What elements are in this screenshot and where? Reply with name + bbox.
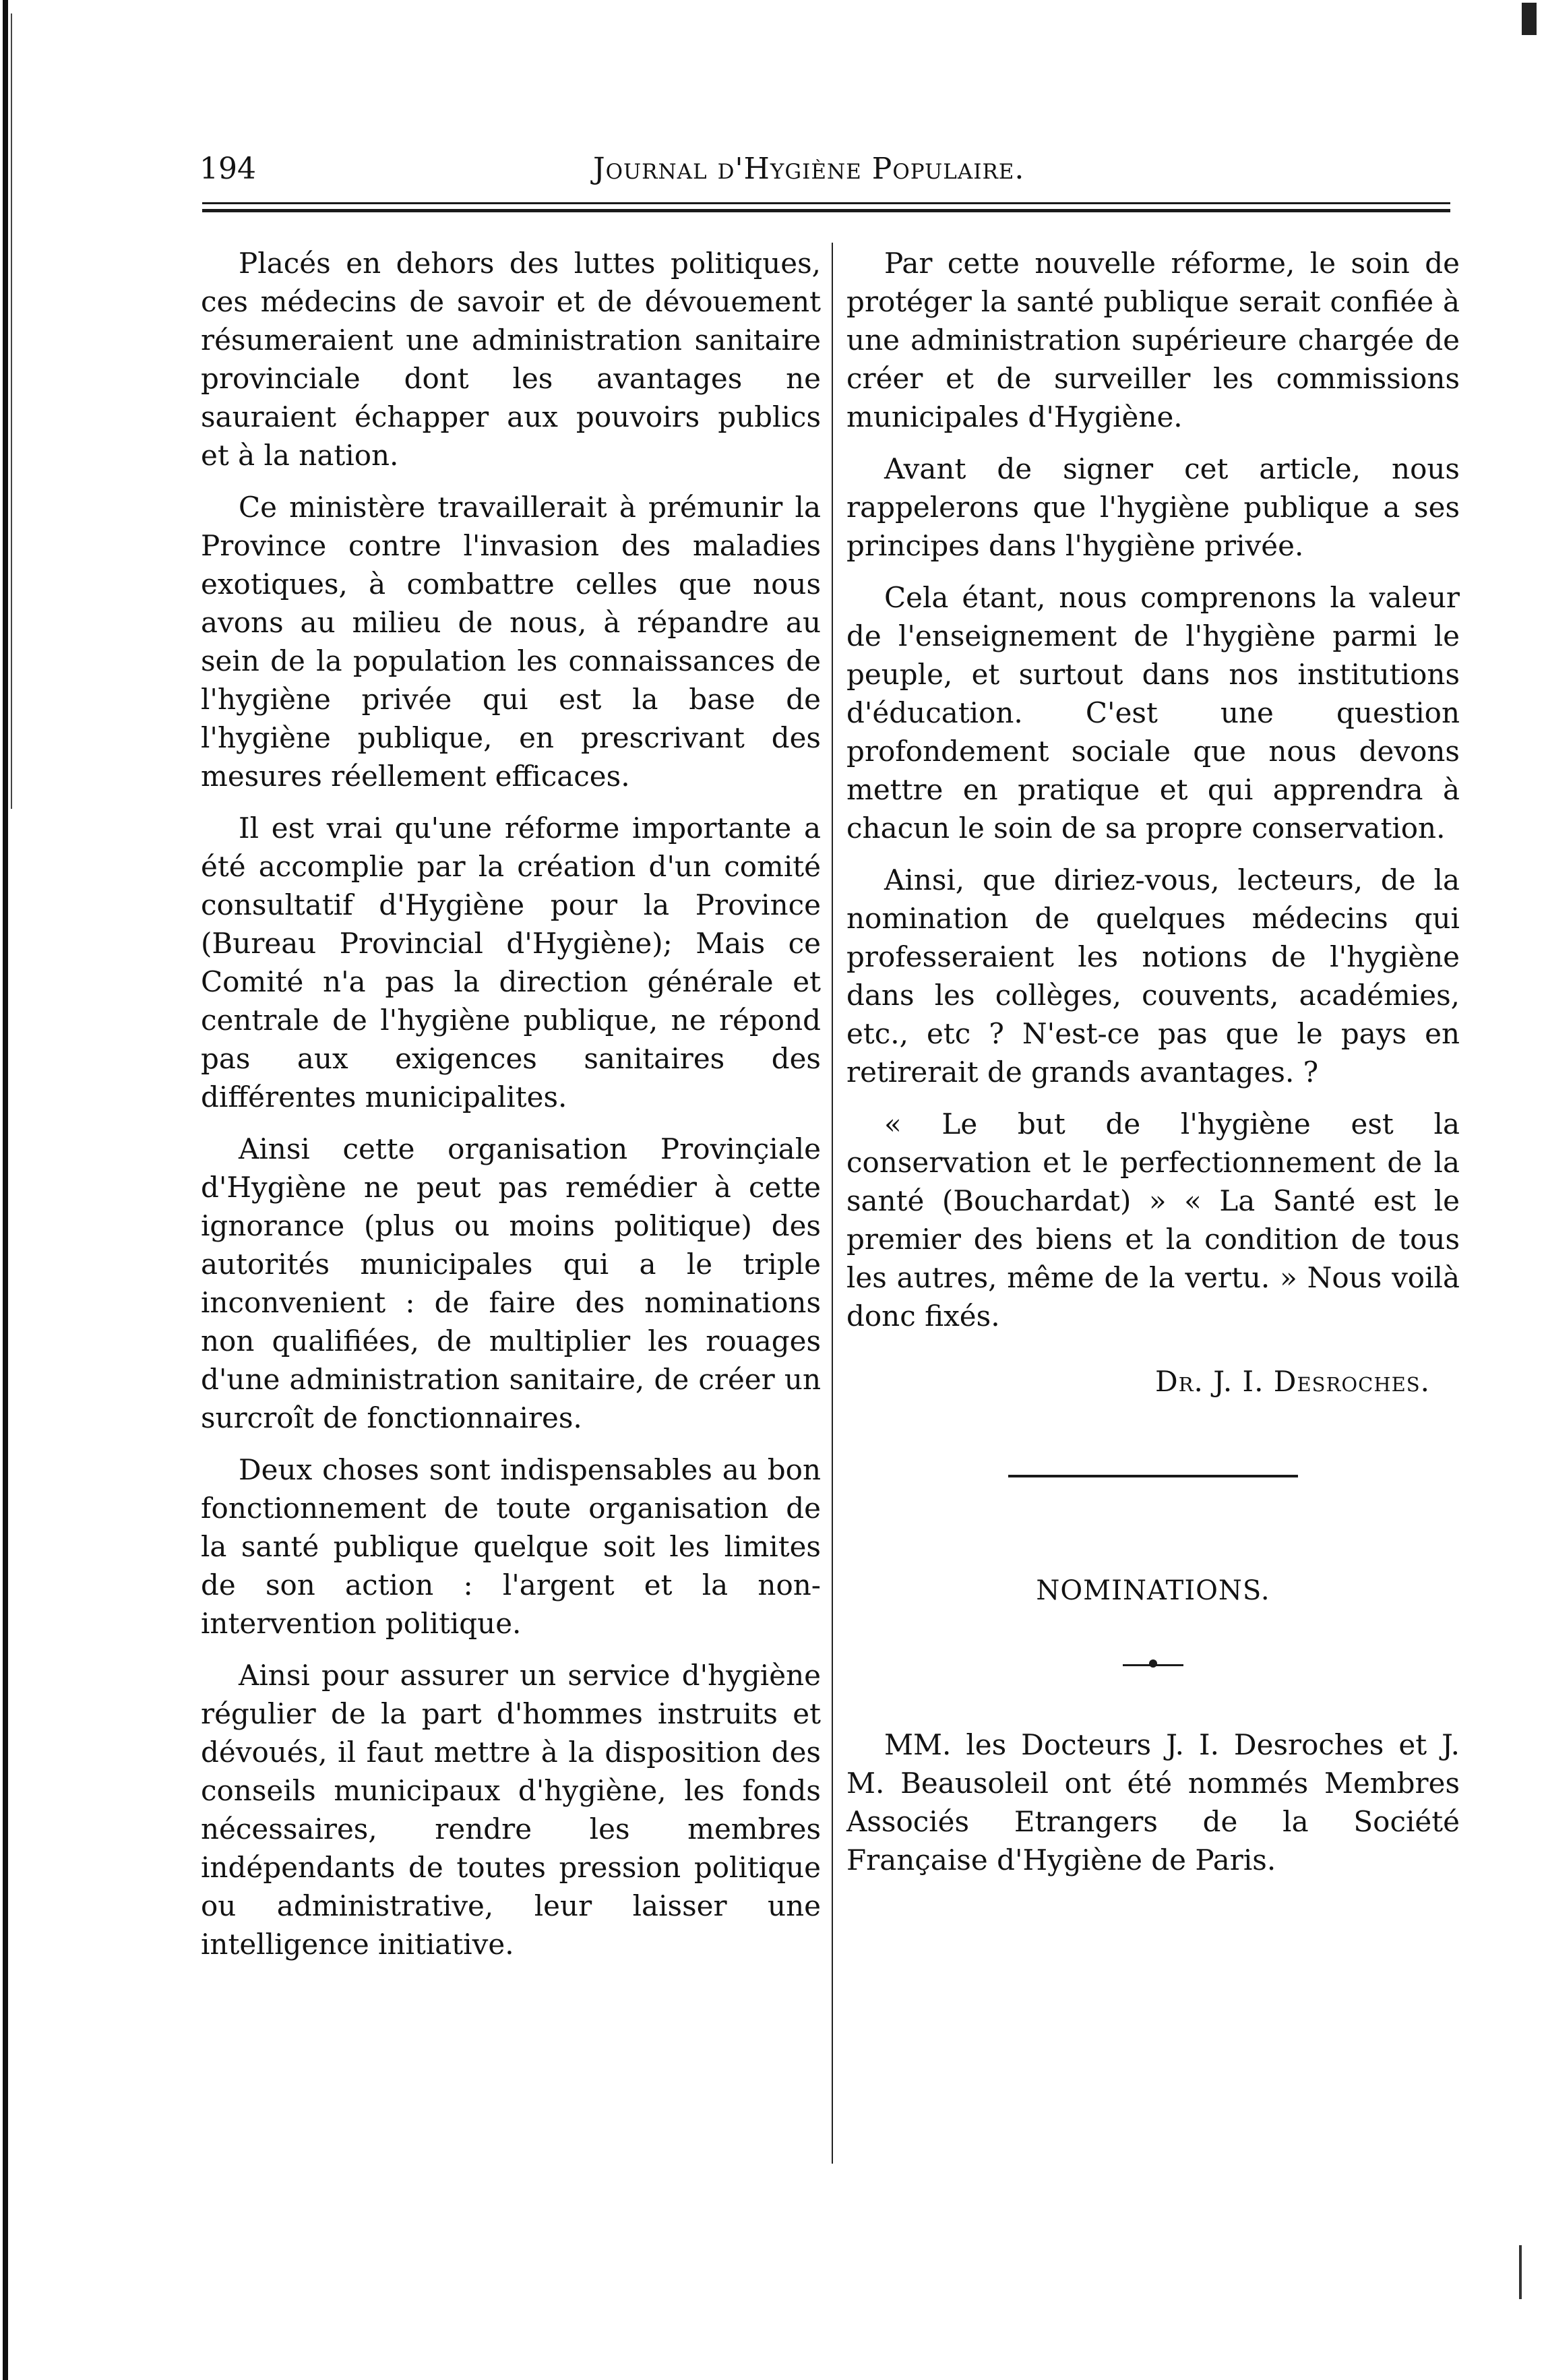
right-column — [846, 244, 1460, 1893]
paragraph: Ainsi, que diriez-vous, lecteurs, de la nomination de quelques médecins qui professeraient les notions de l'hygiène dans les collèges, couvents, académies, etc., etc ? N'est-ce pas que le pays en retirerait de grands avantages. ? — [846, 863, 1460, 1089]
scan-edge-mark-thin — [11, 13, 12, 809]
page-number: 194 — [199, 152, 256, 186]
paragraph: Avant de signer cet article, nous rappelerons que l'hygiène publique a ses principes dans l'hygiène privée. — [846, 452, 1460, 562]
paragraph: Cela étant, nous comprenons la valeur de l'enseignement de l'hygiène parmi le peuple, et surtout dans nos institutions d'éducation. C'est une question profondement sociale que nous devons mettre en pratique et qui apprendra à chacun le soin de sa propre conservation. — [846, 581, 1460, 845]
section-separator-rule — [1008, 1475, 1298, 1477]
paragraph: Par cette nouvelle réforme, le soin de protéger la santé publique serait confiée à une administration supérieure chargée de créer et de surveiller les commissions municipales d'Hygiène. — [846, 247, 1460, 433]
paragraph: Ainsi pour assurer un service d'hygiène régulier de la part d'hommes instruits et dévoués, il faut mettre à la disposition des conseils municipaux d'hygiène, les fonds nécessaires, rendre les membres indépendants de toutes pression politique ou administrative, leur laisser une intelligence initiative. — [201, 1659, 821, 1961]
ornament-dash — [1123, 1664, 1183, 1666]
header-rule — [202, 202, 1450, 204]
section-title: NOMINATIONS. — [1036, 1575, 1270, 1606]
paragraph: Ce ministère travaillerait à prémunir la Province contre l'invasion des maladies exotiques, à combattre celles que nous avons au milieu de nous, à répandre au sein de la population les connaissances de l'hygiène privée qui est la base de l'hygiène publique, en prescrivant des mesures réellement efficaces. — [201, 491, 821, 793]
nominations-block — [846, 1726, 1460, 1879]
nominations-text: MM. les Docteurs J. I. Desroches et J. M. Beausoleil ont été nommés Membres Associés Etrangers de la Société Française d'Hygiène de Paris. — [846, 1728, 1460, 1876]
column-divider — [832, 243, 833, 2164]
left-column — [201, 244, 821, 1977]
scan-corner-mark-low — [1519, 2245, 1522, 2299]
paragraph: « Le but de l'hygiène est la conservation et le perfectionnement de la santé (Bouchardat) » « La Santé est le premier des biens et la condition de tous les autres, même de la vertu. » Nous voilà donc fixés. — [846, 1107, 1460, 1333]
author-signature: Dr. J. I. Desroches. — [1155, 1365, 1430, 1398]
running-title: Journal d'Hygiène Populaire. — [593, 152, 1025, 186]
scan-corner-mark — [1522, 3, 1537, 35]
paragraph: Deux choses sont indispensables au bon fonctionnement de toute organisation de la santé publique quelque soit les limites de son action : l'argent et la non-intervention politique. — [201, 1453, 821, 1640]
header-rule-double — [202, 209, 1450, 212]
paragraph: Placés en dehors des luttes politiques, ces médecins de savoir et de dévouement résumeraient une administration sanitaire provinciale dont les avantages ne sauraient échapper aux pouvoirs publics et à la nation. — [201, 247, 821, 472]
paragraph: Ainsi cette organisation Provinçiale d'Hygiène ne peut pas remédier à cette ignorance (plus ou moins politique) des autorités municipales qui a le triple inconvenient : de faire des nominations non qualifiées, de multiplier les rouages d'une administration sanitaire, de créer un surcroît de fonctionnaires. — [201, 1132, 821, 1434]
paragraph: Il est vrai qu'une réforme importante a été accomplie par la création d'un comité consultatif d'Hygiène pour la Province (Bureau Provincial d'Hygiène); Mais ce Comité n'a pas la direction générale et centrale de l'hygiène publique, ne répond pas aux exigences sanitaires des différentes municipalites. — [201, 812, 821, 1113]
scan-edge-mark — [3, 0, 8, 2380]
